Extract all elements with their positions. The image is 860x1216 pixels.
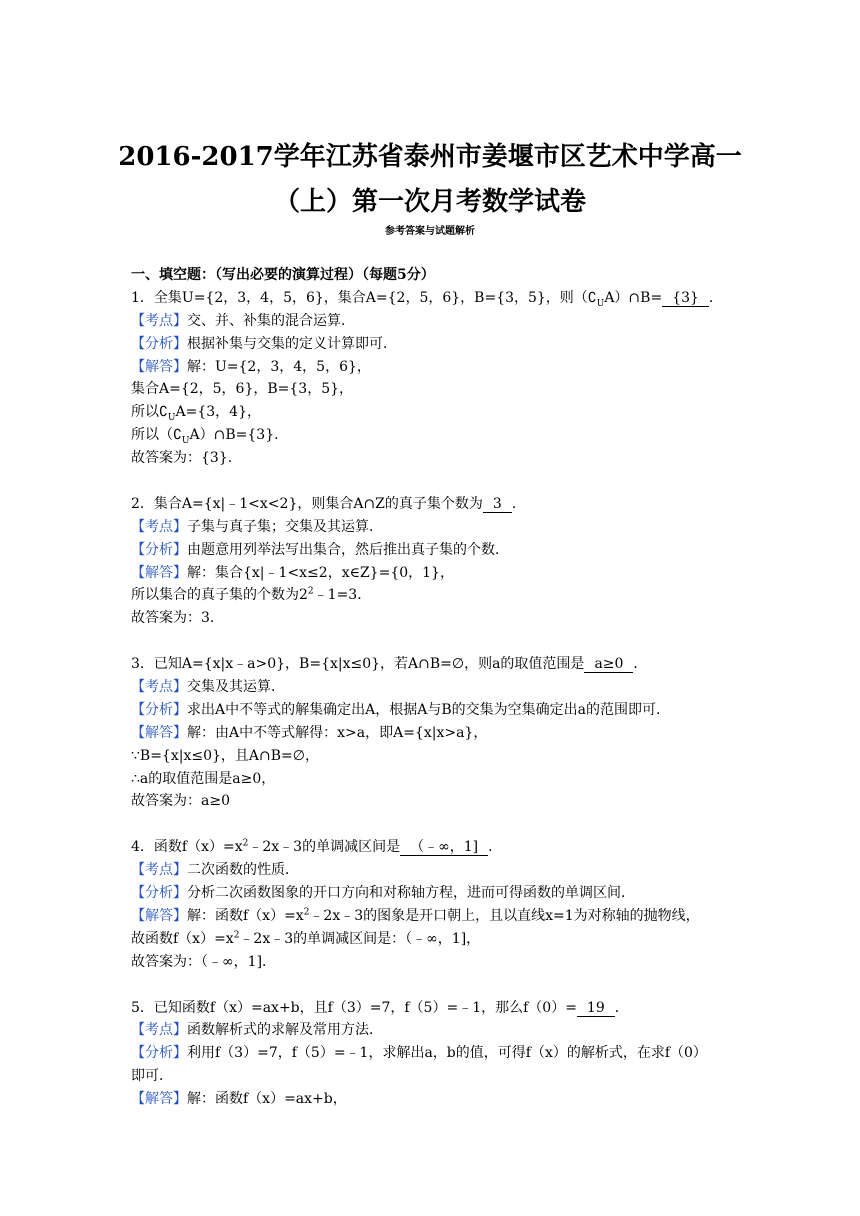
q2-l2b: ﹣1=3． [313, 587, 372, 604]
q1-l3a: 所以∁ [131, 404, 168, 421]
q2-stem-end: ． [511, 495, 526, 512]
q1-kaodian-text: 交、并、补集的混合运算． [187, 312, 355, 329]
q5-stem-text: 5．已知函数f（x）=ax+b，且f（3）=7，f（5）=﹣1，那么f（0）= [131, 999, 577, 1016]
q1-l4a: 所以（∁ [131, 427, 182, 444]
q1-stem-text: 1．全集U={2，3，4，5，6}，集合A={2，5，6}，B={3，5}，则（∁ [131, 289, 597, 306]
fenxi-label: 【分析】 [131, 885, 187, 902]
q1-stem-after: A）∩B= [604, 289, 663, 306]
q4-stem-a: 4．函数f（x）=x [131, 839, 243, 856]
spacer [131, 974, 731, 997]
q1-jieda [131, 356, 731, 379]
q1-l3b: A={3，4}， [175, 404, 261, 421]
fenxi-label: 【分析】 [131, 335, 187, 352]
q3-kaodian [131, 676, 731, 699]
q4-kaodian [131, 859, 731, 882]
q5-stem [131, 997, 731, 1020]
q1-stem-subscript: U [596, 298, 605, 309]
q3-final-answer: 故答案为：a≥0 [131, 793, 230, 810]
q2-answer: 3 [483, 496, 512, 513]
document-subtitle: 参考答案与试题解析 [385, 226, 475, 237]
q5-fenxi [131, 1042, 731, 1065]
jieda-label: 【解答】 [131, 564, 187, 581]
q5-fenxi-continued: 即可． [131, 1068, 173, 1085]
q2-l2-superscript: 2 [307, 586, 314, 597]
q4-jieda [131, 905, 731, 928]
q2-kaodian [131, 516, 731, 539]
q5-kaodian [131, 1019, 731, 1042]
q4-jieda-a: 解：函数f（x）=x [187, 907, 304, 924]
spacer [131, 813, 731, 836]
q4-l2a: 故函数f（x）=x [131, 930, 234, 947]
q3-fenxi [131, 699, 731, 722]
jieda-label: 【解答】 [131, 1091, 187, 1108]
q3-stem-text: 3．已知A={x|x﹣a>0}，B={x|x≤0}，若A∩B=∅，则a的取值范围是 [131, 656, 585, 673]
fenxi-label: 【分析】 [131, 701, 187, 718]
kaodian-label: 【考点】 [131, 1022, 187, 1039]
q2-l2a: 所以集合的真子集的个数为2 [131, 587, 308, 604]
q1-l4-subscript: U [181, 436, 190, 447]
q5-answer: 19 [577, 1000, 615, 1017]
q4-stem-superscript: 2 [242, 838, 249, 849]
q4-jieda-b: ﹣2x﹣3的图象是开口朝上，且以直线x=1为对称轴的抛物线， [309, 907, 700, 924]
q1-solution-line [131, 401, 731, 424]
q4-fenxi [131, 882, 731, 905]
q5-kaodian-text: 函数解析式的求解及常用方法． [187, 1022, 383, 1039]
document-title-line1: 2016-2017学年江苏省泰州市姜堰市区艺术中学高一 [118, 142, 742, 172]
spacer [131, 470, 731, 493]
q4-answer: （﹣∞，1] [400, 839, 488, 856]
jieda-label: 【解答】 [131, 358, 187, 375]
q1-jieda-text: 解：U={2，3，4，5，6}， [187, 358, 371, 375]
q4-fenxi-text: 分析二次函数图象的开口方向和对称轴方程，进而可得函数的单调区间． [187, 885, 635, 902]
q5-jieda [131, 1088, 731, 1111]
q5-stem-end: ． [614, 999, 629, 1016]
q2-fenxi [131, 539, 731, 562]
q1-final-answer: 故答案为：{3}． [131, 450, 242, 467]
q2-solution-line [131, 584, 731, 607]
kaodian-label: 【考点】 [131, 518, 187, 535]
q5-fenxi-text: 利用f（3）=7，f（5）=﹣1，求解出a，b的值，可得f（x）的解析式，在求f（0） [187, 1045, 707, 1062]
jieda-label: 【解答】 [131, 724, 187, 741]
q3-jieda [131, 722, 731, 745]
q4-solution-line [131, 928, 731, 951]
q1-answer: {3} [662, 290, 709, 307]
q4-stem-b: ﹣2x﹣3的单调减区间是 [248, 839, 401, 856]
q4-l2-superscript: 2 [233, 930, 240, 941]
q5-jieda-text: 解：函数f（x）=ax+b， [187, 1091, 347, 1108]
q4-jieda-superscript: 2 [303, 907, 310, 918]
q4-final-answer: 故答案为：（﹣∞，1]． [131, 953, 277, 970]
spacer [131, 630, 731, 653]
q2-stem-text: 2．集合A={x|﹣1<x<2}，则集合A∩Z的真子集个数为 [131, 495, 483, 512]
q1-solution-line: 集合A={2，5，6}，B={3，5}， [131, 381, 354, 398]
jieda-label: 【解答】 [131, 907, 187, 924]
kaodian-label: 【考点】 [131, 679, 187, 696]
q1-fenxi [131, 333, 731, 356]
kaodian-label: 【考点】 [131, 862, 187, 879]
q1-stem-end: ． [708, 289, 723, 306]
q4-stem-end: ． [488, 839, 503, 856]
q3-fenxi-text: 求出A中不等式的解集确定出A，根据A与B的交集为空集确定出a的范围即可． [187, 701, 670, 718]
q2-jieda [131, 562, 731, 585]
document-title-line2: （上）第一次月考数学试卷 [273, 187, 586, 217]
q4-stem [131, 836, 731, 859]
q2-fenxi-text: 由题意用列举法写出集合，然后推出真子集的个数． [187, 541, 509, 558]
q3-stem-end: ． [633, 656, 648, 673]
q2-kaodian-text: 子集与真子集；交集及其运算． [187, 518, 383, 535]
q4-l2b: ﹣2x﹣3的单调减区间是：（﹣∞，1]， [239, 930, 481, 947]
q3-kaodian-text: 交集及其运算． [187, 679, 285, 696]
section-heading: 一、填空题：（写出必要的演算过程）（每题5分） [131, 267, 435, 283]
q1-l3-subscript: U [167, 413, 176, 424]
q3-solution-line: ∴a的取值范围是a≥0， [131, 770, 276, 787]
q3-stem [131, 653, 731, 676]
q2-jieda-text: 解：集合{x|﹣1<x≤2，x∈Z}={0，1}， [187, 564, 454, 581]
q4-kaodian-text: 二次函数的性质． [187, 862, 299, 879]
q2-final-answer: 故答案为：3． [131, 610, 224, 627]
fenxi-label: 【分析】 [131, 541, 187, 558]
q1-solution-line [131, 424, 731, 447]
fenxi-label: 【分析】 [131, 1045, 187, 1062]
q1-l4b: A）∩B={3}． [189, 427, 289, 444]
kaodian-label: 【考点】 [131, 312, 187, 329]
q1-fenxi-text: 根据补集与交集的定义计算即可． [187, 335, 397, 352]
q1-stem [131, 287, 731, 310]
document-body [131, 264, 731, 1111]
q3-jieda-text: 解：由A中不等式解得：x>a，即A={x|x>a}， [187, 724, 488, 741]
q3-answer: a≥0 [584, 656, 633, 673]
q1-kaodian [131, 310, 731, 333]
q3-solution-line: ∵B={x|x≤0}，且A∩B=∅， [131, 747, 319, 764]
q2-stem [131, 493, 731, 516]
